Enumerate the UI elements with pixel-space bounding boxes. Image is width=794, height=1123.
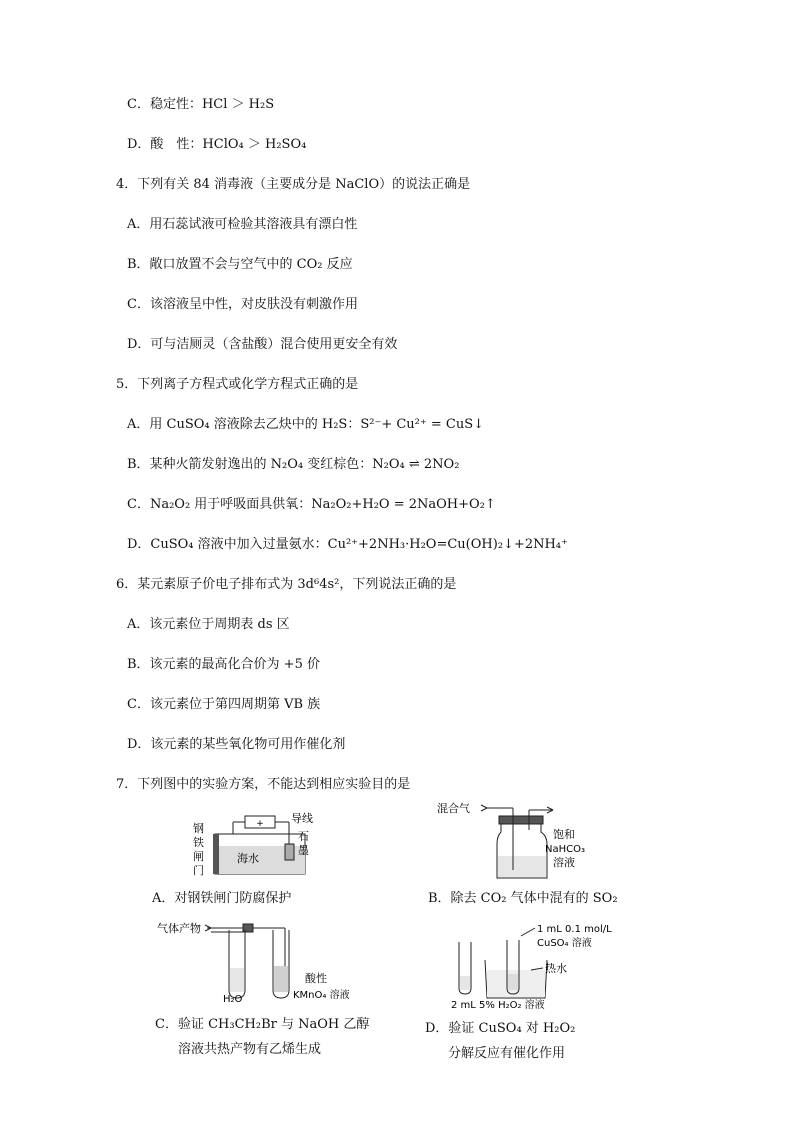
- cuso4-solution-label: CuSO₄ 溶液: [537, 938, 592, 949]
- figure-c-caption-line1: C．验证 CH₃CH₂Br 与 NaOH 乙醇: [155, 1017, 370, 1032]
- question-5-option-b: B．某种火箭发射逸出的 N₂O₄ 变红棕色：N₂O₄ ⇌ 2NO₂: [127, 457, 460, 472]
- question-4-option-d: D．可与洁厕灵（含盐酸）混合使用更安全有效: [127, 337, 398, 352]
- h2o2-label: 2 mL 5% H₂O₂ 溶液: [451, 1000, 545, 1010]
- gate-label-3: 闸: [193, 850, 204, 863]
- hot-water-label: 热水: [545, 962, 567, 975]
- figure-c-ethylene-test: [155, 918, 365, 1006]
- question-6-option-b: B．该元素的最高化合价为 +5 价: [127, 657, 320, 672]
- water-label: H₂O: [223, 994, 243, 1005]
- cuso4-concentration-label: 1 mL 0.1 mol/L: [537, 924, 612, 935]
- question-7-stem: 7．下列图中的实验方案，不能达到相应实验目的是: [116, 777, 411, 792]
- question-6-stem: 6．某元素原子价电子排布式为 3d⁶4s²，下列说法正确的是: [116, 577, 457, 592]
- question-6-option-d: D．该元素的某些氧化物可用作催化剂: [127, 737, 346, 752]
- acidic-label: 酸性: [305, 972, 327, 985]
- question-5-stem: 5．下列离子方程式或化学方程式正确的是: [116, 377, 359, 392]
- graphite-label-1: 石: [298, 830, 309, 843]
- question-6-option-c: C．该元素位于第四周期第 VB 族: [127, 697, 321, 712]
- question-5-option-d: D．CuSO₄ 溶液中加入过量氨水：Cu²⁺+2NH₃·H₂O=Cu(OH)₂↓+2NH₄⁺: [127, 537, 568, 552]
- question-4-option-a: A．用石蕊试液可检验其溶液具有漂白性: [127, 217, 358, 232]
- plus-sign: +: [256, 819, 264, 829]
- gate-label-1: 钢: [193, 822, 204, 835]
- seawater-label: 海水: [237, 852, 259, 865]
- solution-label: 溶液: [553, 856, 575, 869]
- question-4-option-b: B．敞口放置不会与空气中的 CO₂ 反应: [127, 257, 353, 272]
- figure-a-caption: A．对钢铁闸门防腐保护: [152, 891, 292, 906]
- question-5-option-a: A．用 CuSO₄ 溶液除去乙炔中的 H₂S：S²⁻+ Cu²⁺ = CuS↓: [127, 417, 485, 432]
- kmno4-label: KMnO₄ 溶液: [293, 990, 350, 1001]
- mixed-gas-label: 混合气: [437, 802, 470, 815]
- gate-label-4: 门: [193, 864, 204, 877]
- figure-a-gate-protection: [185, 808, 325, 886]
- question-4-option-c: C．该溶液呈中性，对皮肤没有刺激作用: [127, 297, 358, 312]
- figure-b-caption: B．除去 CO₂ 气体中混有的 SO₂: [428, 891, 618, 906]
- wire-label: 导线: [291, 812, 313, 825]
- figure-c-caption-line2: 溶液共热产物有乙烯生成: [178, 1042, 322, 1057]
- gas-product-label: 气体产物: [157, 922, 201, 935]
- nahco3-label: NaHCO₃: [545, 844, 585, 855]
- figure-d-caption-line1: D．验证 CuSO₄ 对 H₂O₂: [425, 1021, 576, 1036]
- figure-d-catalysis-test: [445, 918, 625, 1010]
- question-6-option-a: A．该元素位于周期表 ds 区: [127, 617, 290, 632]
- question-4-stem: 4．下列有关 84 消毒液（主要成分是 NaClO）的说法正确是: [116, 177, 471, 192]
- question-5-option-c: C．Na₂O₂ 用于呼吸面具供氧：Na₂O₂+H₂O = 2NaOH+O₂↑: [127, 497, 496, 512]
- figure-b-gas-washing-bottle: [435, 800, 595, 884]
- gate-label-2: 铁: [193, 836, 204, 849]
- graphite-label-2: 墨: [298, 844, 309, 857]
- option-c-prev: C．稳定性：HCl ＞ H₂S: [127, 97, 275, 112]
- figure-d-caption-line2: 分解反应有催化作用: [448, 1046, 566, 1061]
- saturated-label: 饱和: [553, 828, 575, 841]
- option-d-prev: D．酸 性：HClO₄ ＞ H₂SO₄: [127, 137, 307, 152]
